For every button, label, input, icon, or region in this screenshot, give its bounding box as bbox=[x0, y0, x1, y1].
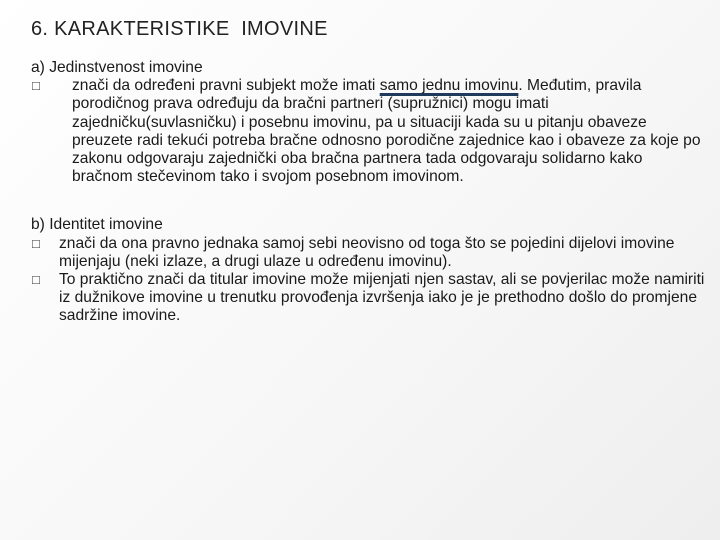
section-heading-identity: b) Identitet imovine bbox=[31, 216, 163, 234]
bullet-identity-1 bbox=[31, 235, 706, 271]
bullet-identity-2 bbox=[31, 271, 706, 326]
bullet-text-before: znači da određeni pravni subjekt može imati bbox=[72, 77, 380, 95]
section-heading-uniqueness: a) Jedinstvenost imovine bbox=[31, 59, 203, 76]
slide-title: 6. KARAKTERISTIKE IMOVINE bbox=[31, 18, 328, 40]
bullet-uniqueness bbox=[31, 77, 706, 186]
bullet-text: To praktično znači da titular imovine može mijenjati njen sastav, ali se povjerilac može namiriti iz dužnikove imovine u trenutku provođenja izvršenja iako je je prethodno došlo do promjene sadržine imovine. bbox=[59, 271, 705, 325]
checkbox-bullet-icon: □ bbox=[32, 78, 40, 94]
bullet-text-after: . Međutim, pravila porodičnog prava određuju da bračni partneri (supružnici) mogu imati zajedničku(suvlasničku) i posebnu imovinu, pa u situaciji kada su u pitanju obaveze preuzete radi tekući potreba bračne odnosno porodične zajednice kao i obaveze za koje po zakonu odgovaraju zajednički oba bračna partnera tada odgovaraju solidarno kako bračnom stečevinom tako i svojom posebnom imovinom. bbox=[72, 77, 701, 186]
bullet-text-underlined: samo jednu imovinu bbox=[379, 77, 519, 95]
slide-content bbox=[31, 59, 706, 326]
checkbox-bullet-icon: □ bbox=[32, 235, 40, 251]
checkbox-bullet-icon: □ bbox=[32, 272, 40, 288]
bullet-text: znači da ona pravno jednaka samoj sebi neovisno od toga što se pojedini dijelovi imovine mijenjaju (neki izlaze, a drugi ulaze u određenu imovinu). bbox=[59, 234, 675, 270]
section-spacer bbox=[31, 186, 706, 216]
